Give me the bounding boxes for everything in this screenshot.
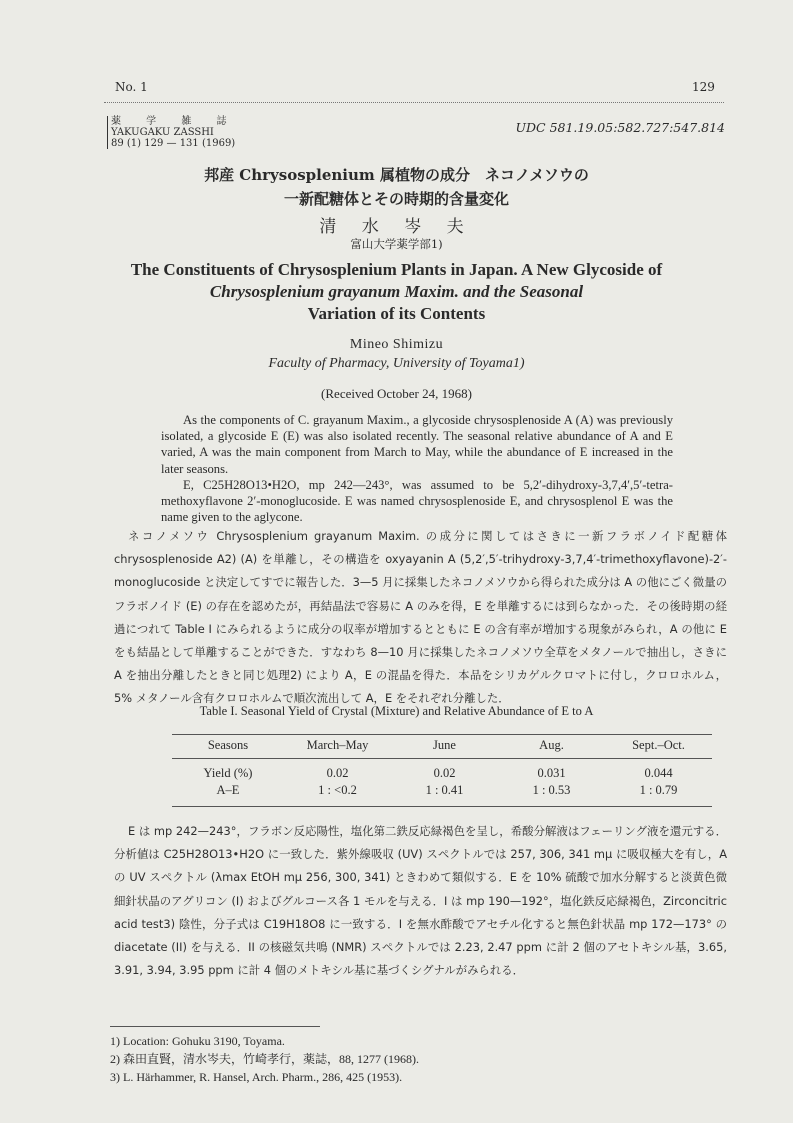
en-title-line-1: The Constituents of Chrysosplenium Plants in Japan. A New Glycoside of: [130, 260, 663, 279]
jp-title-line-2: 一新配糖体とその時期的含量変化: [283, 190, 509, 208]
journal-citation: 89 (1) 129 — 131 (1969): [111, 138, 236, 149]
abstract: [161, 412, 673, 525]
table-header-march-may: March–May: [306, 738, 369, 752]
issue-number: No. 1: [115, 80, 148, 94]
received-date: (Received October 24, 1968): [321, 386, 472, 401]
table-cell: 1 : <0.2: [318, 783, 357, 797]
en-title-line-3: Variation of its Contents: [307, 304, 486, 323]
table-bottom-rule: [172, 806, 712, 807]
footnote-1: 1) Location: Gohuku 3190, Toyama.: [110, 1034, 285, 1048]
table-cell: Yield (%): [203, 766, 253, 780]
en-title-line-2: Chrysosplenium grayanum Maxim. and the Seasonal: [209, 282, 584, 301]
jp-title-line-1: 邦産 Chrysosplenium 属植物の成分 ネコノメソウの: [204, 166, 589, 184]
table-cell: 0.02: [326, 766, 349, 780]
table-top-rule: [172, 734, 712, 735]
journal-citation-block: [107, 116, 238, 149]
footnote-2: 2) 森田直賢，清水岑夫，竹崎孝行，薬誌，88, 1277 (1968).: [110, 1052, 419, 1066]
journal-name: YAKUGAKU ZASSHI: [111, 127, 214, 138]
table-header-aug: Aug.: [539, 738, 564, 752]
table-header-seasons: Seasons: [207, 738, 249, 752]
table-cell: 1 : 0.41: [425, 783, 464, 797]
jp-affiliation: 富山大学薬学部1): [350, 237, 443, 251]
body-text-1: [114, 525, 727, 711]
footnotes: [110, 1032, 419, 1086]
table-cell: 0.044: [644, 766, 673, 780]
table-cell: 0.02: [433, 766, 456, 780]
table-caption: Table I. Seasonal Yield of Crystal (Mixture) and Relative Abundance of E to A: [199, 704, 594, 718]
table-cell: 1 : 0.79: [639, 783, 678, 797]
table-cell: 0.031: [537, 766, 566, 780]
en-affiliation: Faculty of Pharmacy, University of Toyama1): [268, 356, 525, 371]
abstract-paragraph-2: E, C25H28O13•H2O, mp 242—243°, was assumed to be 5,2′-dihydroxy-3,7,4′,5′-tetra-methoxyflavone 2′-monoglucoside. E was named chrysosplenoside E, and chrysosplenol E was the name given to the aglycone.: [161, 477, 673, 525]
footnote-rule: [110, 1026, 320, 1027]
body-paragraph-2: E は mp 242—243°，フラボン反応陽性，塩化第二鉄反応緑褐色を呈し，希酸分解液はフェーリング液を還元する．分析値は C25H28O13•H2O に一致した．紫外線吸収 (UV) スペクトルでは 257, 306, 341 mμ に吸収極大を有し，A の UV スペクトル (λmax EtOH mμ 256, 300, 341) ときわめて類似する．E を 10% 硫酸で加水分解すると淡黄色微細針状晶のアグリコン (I) およびグルコース各 1 モルを与える．I は mp 190—192°，塩化鉄反応緑褐色，Zirconcitric acid test3) 陰性，分子式は C19H18O8 に一致する．I を無水酢酸でアセチル化すると無色針状晶 mp 172—173° の diacetate (II) を与える．II の核磁気共鳴 (NMR) スペクトルでは 2.23, 2.47 ppm に計 2 個のアセトキシル基，3.65, 3.91, 3.94, 3.95 ppm に計 4 個のメトキシル基に基づくシグナルがみられる．: [114, 824, 727, 978]
table-header-rule: [172, 758, 712, 759]
journal-jp-name: 薬 学 雑 誌: [111, 116, 238, 127]
page-number: 129: [692, 80, 715, 94]
body-paragraph-1: ネコノメソウ Chrysosplenium grayanum Maxim. の成分に関してはさきに一新フラボノイド配糖体 chrysosplenoside A2) (A) を単離し，その構造を oxyayanin A (5,2′,5′-trihydroxy-3,7,4′-trimethoxyflavone)-2′-monoglucoside と決定してすでに報告した．3—5 月に採集したネコノメソウから得られた成分は A の他にごく微量のフラボノイド (E) の存在を認めたが，再結晶法で容易に A のみを得，E を単離するには到らなかった．その後時期の経過につれて Table I にみられるように成分の収率が増加するとともに E の含有率が増加する現象がみられ，A の他に E をも結晶として単離することができた．すなわち 8—10 月に採集したネコノメソウ全草をメタノールで抽出し，さきに A を抽出分離したときと同じ処理2) により A，E の混晶を得た．本品をシリカゲルクロマトに付し，クロロホルム，5% メタノール含有クロロホルムで順次流出して A，E をそれぞれ分離した．: [114, 529, 727, 706]
table-cell: 1 : 0.53: [532, 783, 571, 797]
table-cell: A–E: [216, 783, 240, 797]
udc-code: UDC 581.19.05:582.727:547.814: [515, 120, 725, 135]
footnote-3: 3) L. Härhammer, R. Hansel, Arch. Pharm., 286, 425 (1953).: [110, 1070, 403, 1084]
en-author: Mineo Shimizu: [349, 337, 444, 352]
table-header-sept-oct: Sept.–Oct.: [632, 738, 685, 752]
jp-author: 清 水 岑 夫: [319, 217, 474, 237]
table-header-june: June: [433, 738, 456, 752]
abstract-paragraph-1: As the components of C. grayanum Maxim., a glycoside chrysosplenoside A (A) was previously isolated, a glycoside E (E) was also isolated recently. The seasonal relative abundance of A and E varied, A was the main component from March to May, while the abundance of E increased in the later seasons.: [161, 413, 673, 476]
body-text-2: [114, 820, 727, 982]
header-rule: [104, 102, 724, 103]
